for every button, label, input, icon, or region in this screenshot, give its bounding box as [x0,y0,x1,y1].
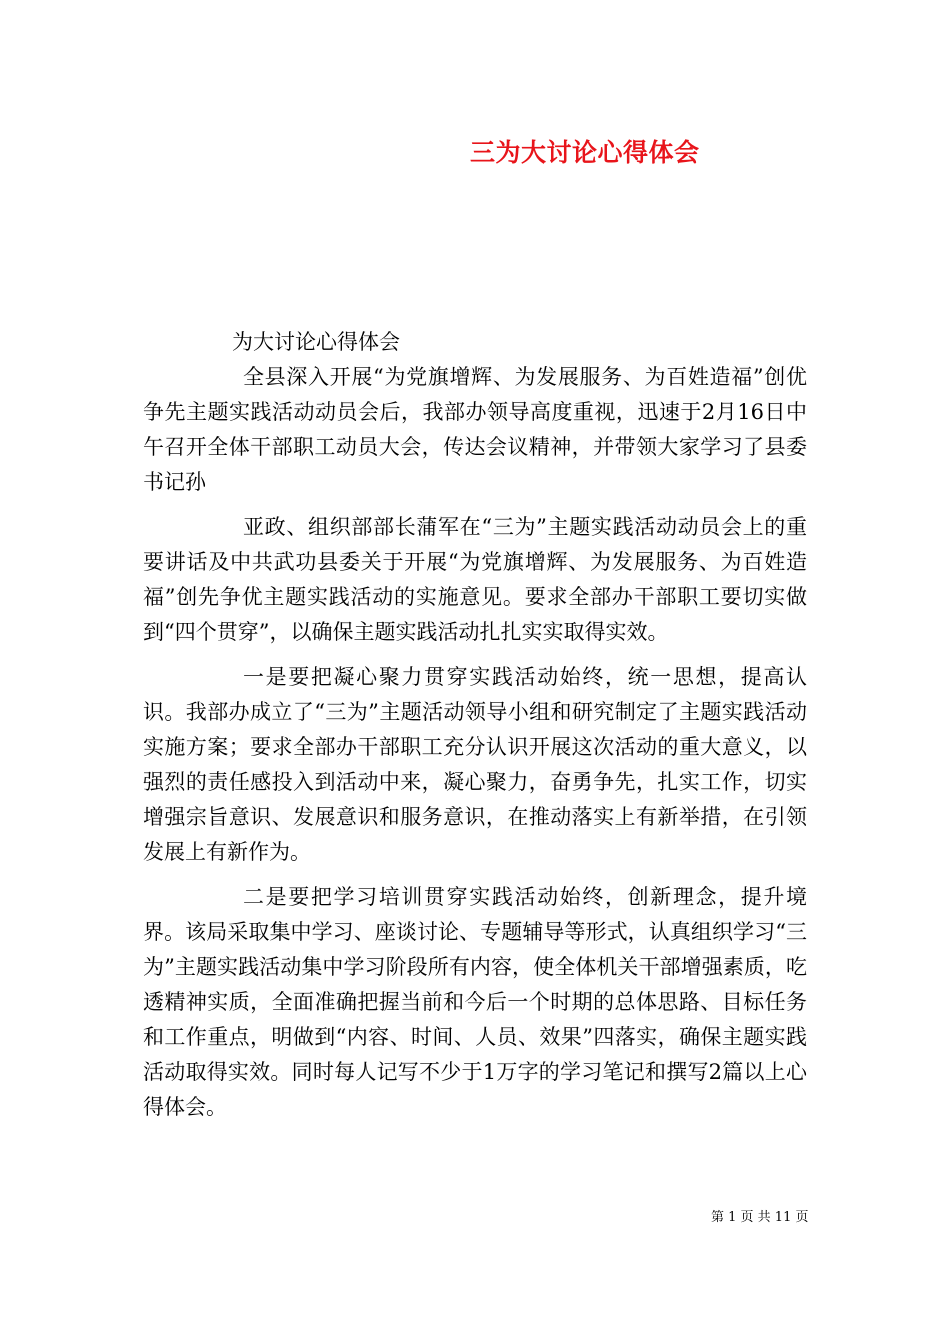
document-body [143,360,807,1135]
page-number: 第 1 页 共 11 页 [711,1210,809,1225]
paragraph-3: 一是要把凝心聚力贯穿实践活动始终，统一思想，提高认识。我部办成立了“三为”主题活动领导小组和研究制定了主题实践活动实施方案；要求全部办干部职工充分认识开展这次活动的重大意义，以强烈的责任感投入到活动中来，凝心聚力，奋勇争先，扎实工作，切实增强宗旨意识、发展意识和服务意识，在推动落实上有新举措，在引领发展上有新作为。 [143,665,807,864]
document-title: 三为大讨论心得体会 [470,138,700,167]
document-subtitle: 为大讨论心得体会 [232,330,400,354]
paragraph-1: 全县深入开展“为党旗增辉、为发展服务、为百姓造福”创优争先主题实践活动动员会后，我部办领导高度重视，迅速于2月16日中午召开全体干部职工动员大会，传达会议精神，并带领大家学习了县委书记孙 [143,365,807,494]
paragraph-4: 二是要把学习培训贯穿实践活动始终，创新理念，提升境界。该局采取集中学习、座谈讨论、专题辅导等形式，认真组织学习“三为”主题实践活动集中学习阶段所有内容，使全体机关干部增强素质，吃透精神实质，全面准确把握当前和今后一个时期的总体思路、目标任务和工作重点，明做到“内容、时间、人员、效果”四落实，确保主题实践活动取得实效。同时每人记写不少于1万字的学习笔记和撰写2篇以上心得体会。 [143,885,807,1119]
paragraph-2: 亚政、组织部部长蒲军在“三为”主题实践活动动员会上的重要讲话及中共武功县委关于开展“为党旗增辉、为发展服务、为百姓造福”创先争优主题实践活动的实施意见。要求全部办干部职工要切实做到“四个贯穿”，以确保主题实践活动扎扎实实取得实效。 [143,515,807,644]
